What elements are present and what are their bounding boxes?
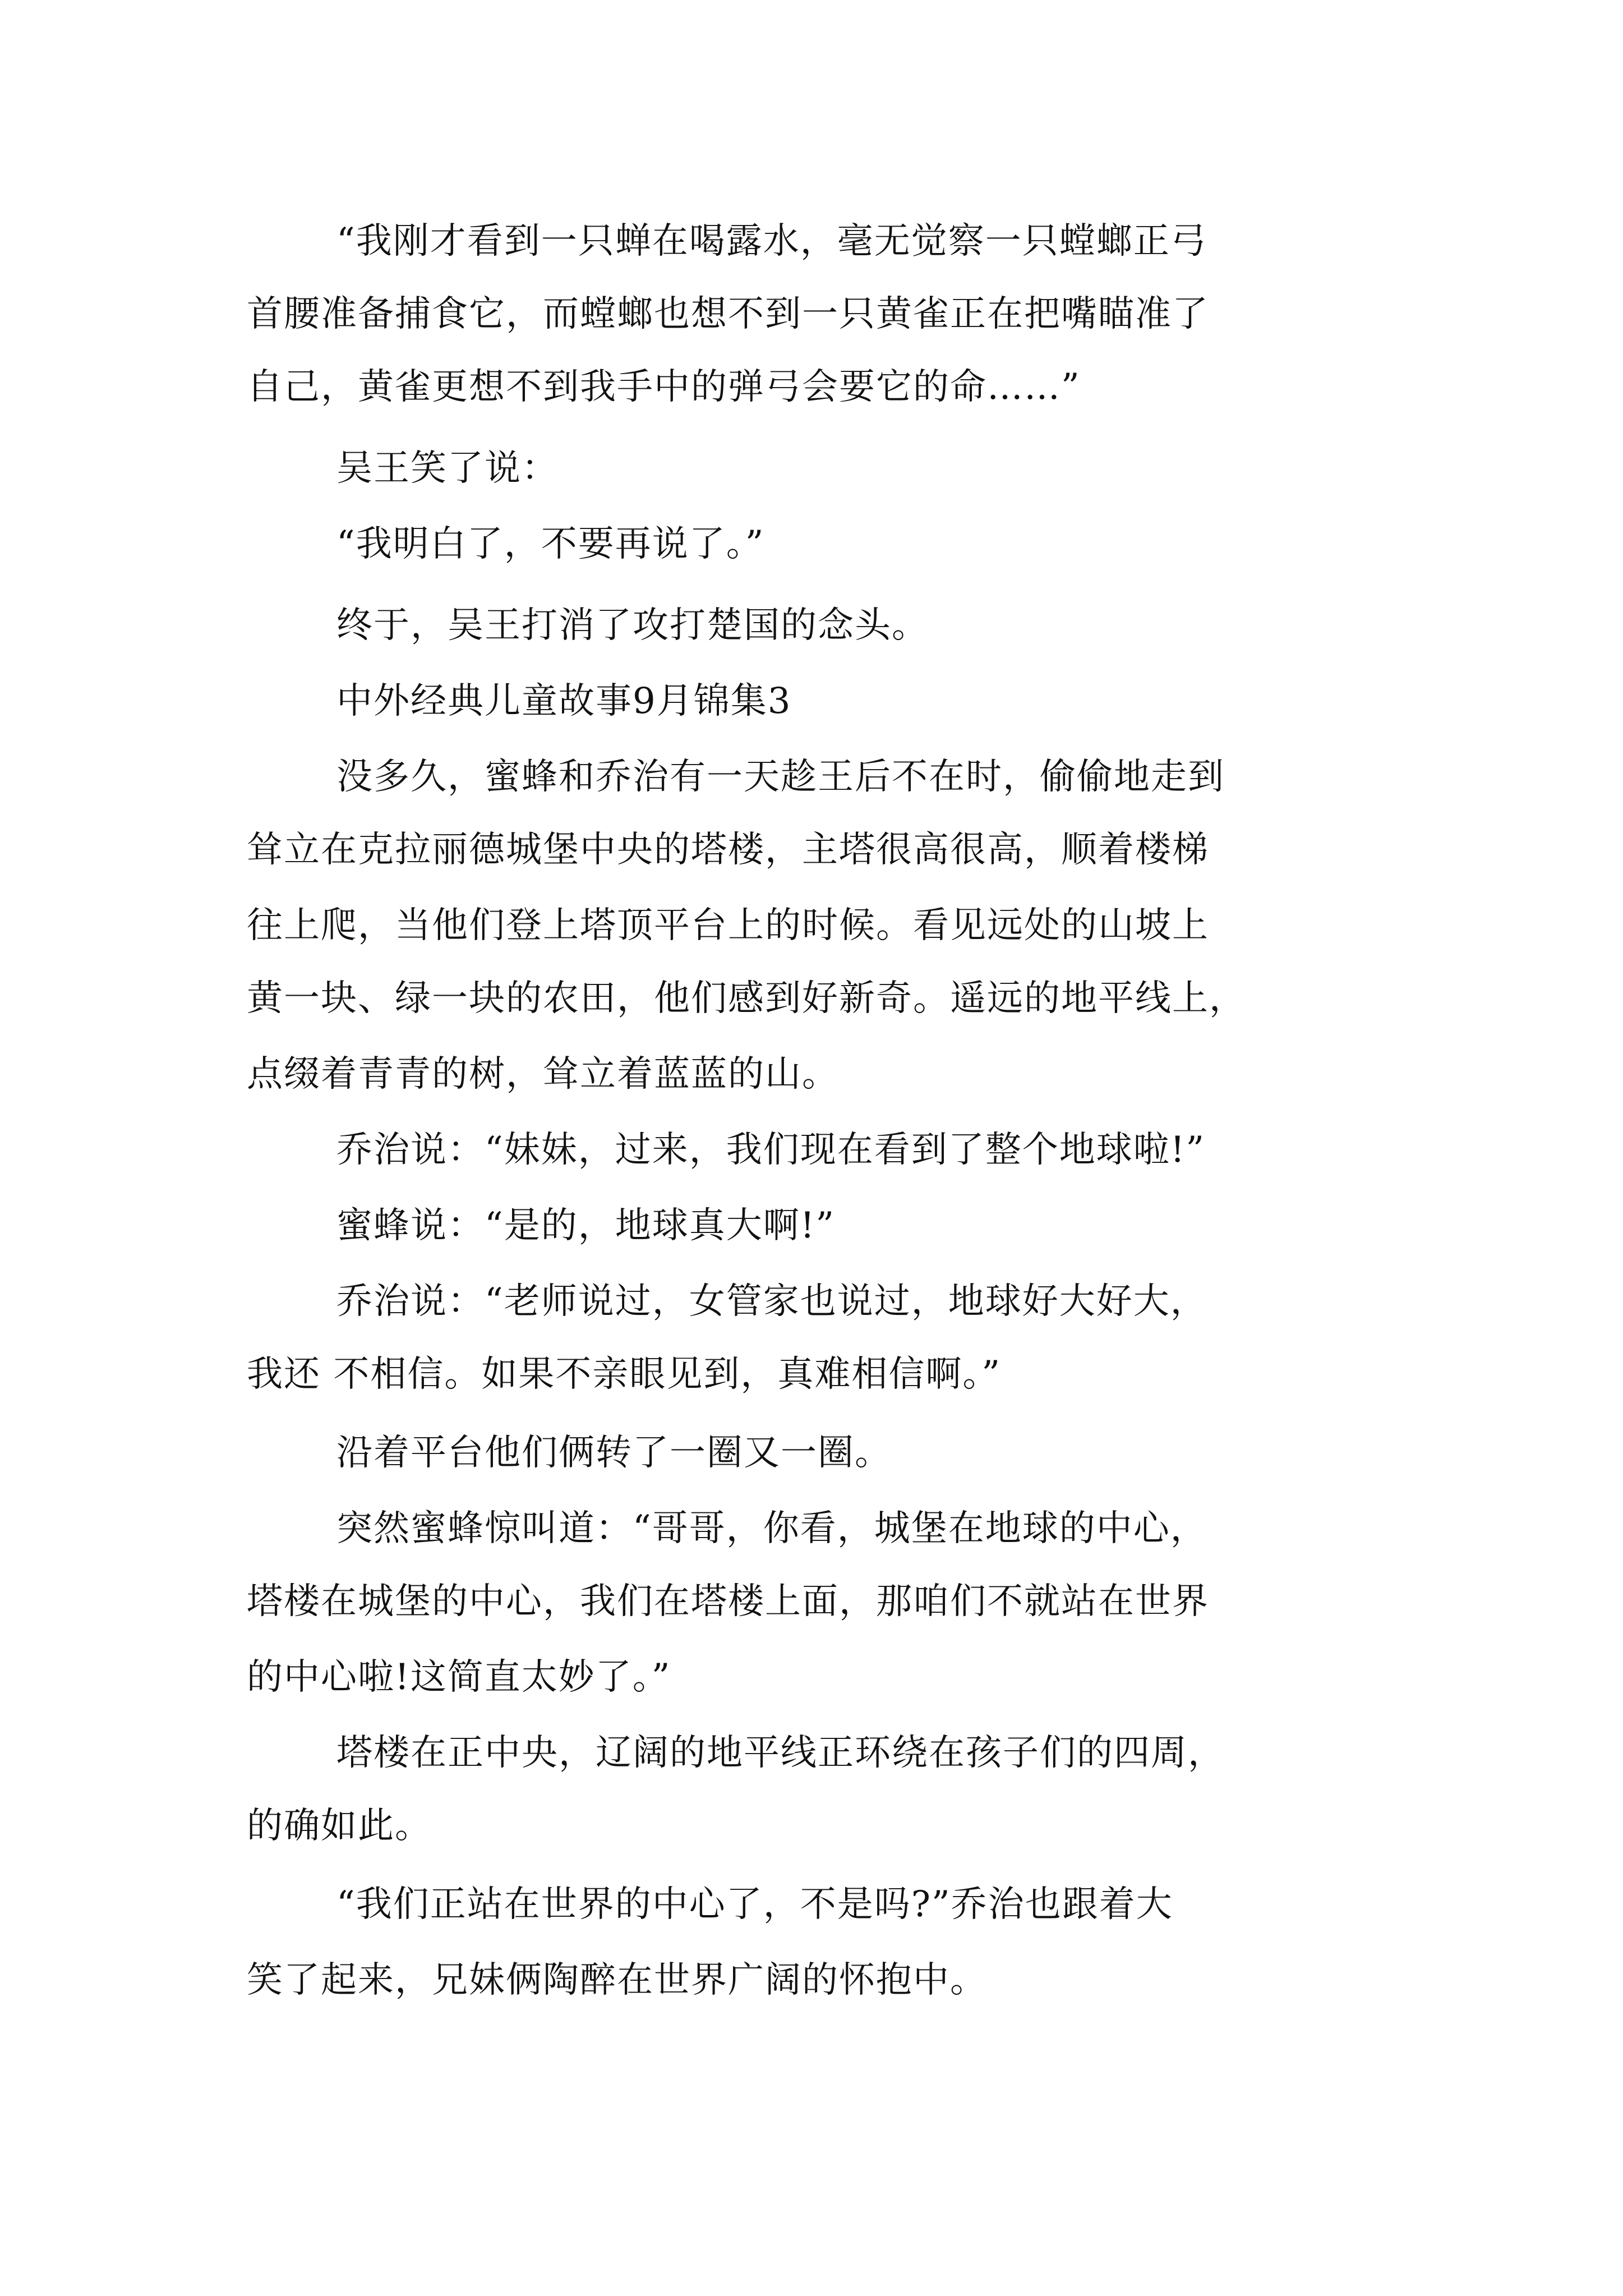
text-line: 笑了起来，兄妹俩陶醉在世界广阔的怀抱中。: [247, 1959, 987, 2001]
text-line: “我们正站在世界的中心了，不是吗?”乔治也跟着大: [336, 1884, 1173, 1925]
text-line: 吴王笑了说：: [336, 448, 559, 489]
text-line: 蜜蜂说：“是的，地球真大啊!”: [336, 1205, 836, 1246]
text-line: 耸立在克拉丽德城堡中央的塔楼，主塔很高很高，顺着楼梯: [247, 829, 1209, 871]
section-heading: 中外经典儿童故事9月锦集3: [336, 680, 792, 722]
text-line: 塔楼在正中央，辽阔的地平线正环绕在孩子们的四周，: [336, 1732, 1225, 1774]
text-line: 塔楼在城堡的中心，我们在塔楼上面，那咱们不就站在世界: [247, 1581, 1209, 1622]
text-line: 自己，黄雀更想不到我手中的弹弓会要它的命……”: [247, 366, 1081, 408]
text-line: 的中心啦!这简直太妙了。”: [247, 1657, 671, 1698]
text-line: 乔治说：“老师说过，女管家也说过，地球好大好大，: [336, 1281, 1207, 1322]
text-line: 的确如此。: [247, 1805, 432, 1847]
text-line: 首腰准备捕食它，而螳螂也想不到一只黄雀正在把嘴瞄准了: [247, 293, 1209, 335]
text-line: “我明白了，不要再说了。”: [336, 523, 765, 565]
text-line: 沿着平台他们俩转了一圈又一圈。: [336, 1432, 892, 1474]
text-line: 往上爬，当他们登上塔顶平台上的时候。看见远处的山坡上: [247, 905, 1209, 946]
text-line: 我还 不相信。如果不亲眼见到，真难相信啊。”: [247, 1354, 1002, 1395]
text-line: 黄一块、绿一块的农田，他们感到好新奇。遥远的地平线上，: [247, 978, 1246, 1019]
text-line: 突然蜜蜂惊叫道：“哥哥，你看，城堡在地球的中心，: [336, 1508, 1207, 1549]
text-line: 点缀着青青的树，耸立着蓝蓝的山。: [247, 1053, 839, 1095]
text-line: 没多久，蜜蜂和乔治有一天趁王后不在时，偷偷地走到: [336, 756, 1225, 798]
text-line: 终于，吴王打消了攻打楚国的念头。: [336, 605, 929, 646]
text-line: “我刚才看到一只蝉在喝露水，毫无觉察一只螳螂正弓: [336, 220, 1207, 262]
text-line: 乔治说：“妹妹，过来，我们现在看到了整个地球啦!”: [336, 1129, 1206, 1171]
